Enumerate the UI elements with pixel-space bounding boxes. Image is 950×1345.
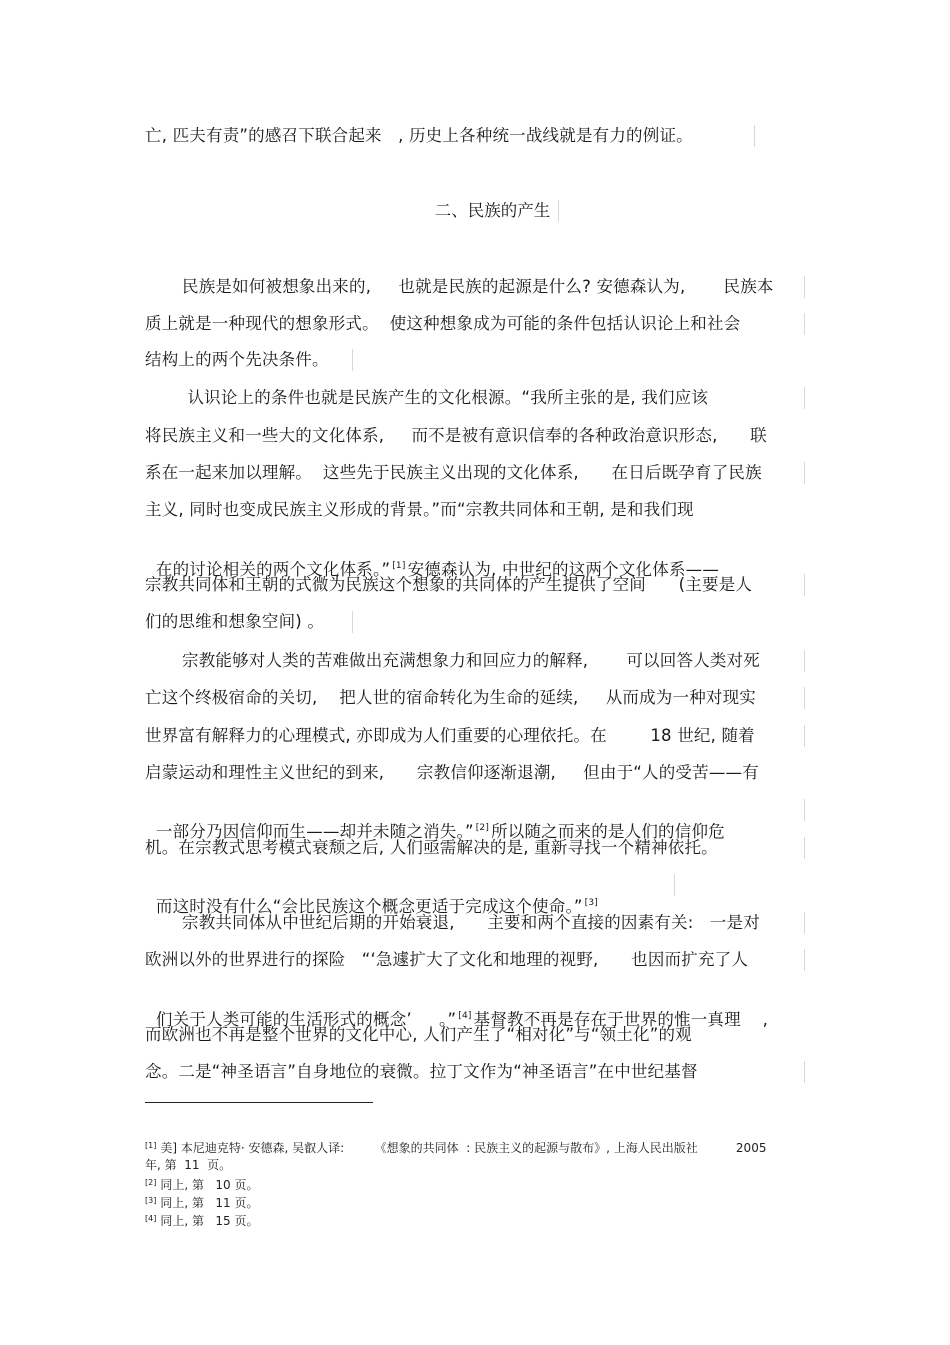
body-line: 结构上的两个先决条件。 xyxy=(145,350,329,369)
footnote-ref[interactable]: [3] xyxy=(584,898,598,908)
footnote-text: 同上, 第 15 页。 xyxy=(160,1214,259,1228)
text-box-edge xyxy=(804,313,805,335)
text-box-edge xyxy=(804,837,805,859)
body-line: 欧洲以外的世界进行的探险 “‘急遽扩大了文化和地理的视野, 也因而扩充了人 xyxy=(145,950,749,969)
body-line: 宗教共同体从中世纪后期的开始衰退, 主要和两个直接的因素有关: 一是对 xyxy=(182,913,760,932)
footnote xyxy=(145,1141,766,1156)
section-heading-text: 二、民族的产生 xyxy=(434,201,551,220)
body-line: 宗教共同体和王朝的式微为民族这个想象的共同体的产生提供了空间 (主要是人 xyxy=(145,575,753,594)
footnote-number: [4] xyxy=(145,1214,157,1223)
body-line: 而欧洲也不再是整个世界的文化中心, 人们产生了“相对化”与“领土化”的观 xyxy=(145,1025,692,1044)
body-line: 启蒙运动和理性主义世纪的到来, 宗教信仰逐渐退潮, 但由于“人的受苦——有 xyxy=(145,763,759,782)
footnote-number: [3] xyxy=(145,1196,157,1205)
footnote xyxy=(145,1196,259,1211)
body-text: 所以随之而来的是人们的信仰危 xyxy=(491,822,725,841)
text-box-edge xyxy=(804,387,805,409)
footnote-text: 美] 本尼迪克特· 安德森, 吴叡人译: 《想象的共同体 : 民族主义的起源与散布》, 上海人民出版社 2005 xyxy=(160,1141,767,1155)
body-line: 质上就是一种现代的想象形式。 使这种想象成为可能的条件包括认识论上和社会 xyxy=(145,314,741,333)
footnote xyxy=(145,1214,259,1229)
body-line: 民族是如何被想象出来的, 也就是民族的起源是什么? 安德森认为, 民族本 xyxy=(182,277,774,296)
body-line: 宗教能够对人类的苦难做出充满想象力和回应力的解释, 可以回答人类对死 xyxy=(182,651,760,670)
footnote-text: 同上, 第 11 页。 xyxy=(160,1196,259,1210)
body-line: 主义, 同时也变成民族主义形成的背景。”而“宗教共同体和王朝, 是和我们现 xyxy=(145,500,694,519)
text-box-edge xyxy=(804,1061,805,1083)
body-text: 而这时没有什么“会比民族这个概念更适于完成这个使命。” xyxy=(155,897,583,916)
text-box-edge xyxy=(558,200,559,222)
body-text: 基督教不再是存在于世界的惟一真理 , xyxy=(473,1010,769,1029)
text-box-edge xyxy=(804,912,805,934)
text-box-edge xyxy=(352,611,353,633)
footnote-ref[interactable]: [1] xyxy=(392,561,406,571)
footnote-text: 年, 第 11 页。 xyxy=(145,1158,232,1172)
text-box-edge xyxy=(674,874,675,896)
text-box-edge xyxy=(804,949,805,971)
body-line: 系在一起来加以理解。 这些先于民族主义出现的文化体系, 在日后既孕育了民族 xyxy=(145,463,762,482)
body-line: 亡这个终极宿命的关切, 把人世的宿命转化为生命的延续, 从而成为一种对现实 xyxy=(145,688,756,707)
footnote-number: [1] xyxy=(145,1141,157,1150)
footnote-ref[interactable]: [4] xyxy=(458,1011,472,1021)
body-line: 亡, 匹夫有责”的感召下联合起来 , 历史上各种统一战线就是有力的例证。 xyxy=(145,126,693,145)
body-line: 认识论上的条件也就是民族产生的文化根源。“我所主张的是, 我们应该 xyxy=(182,388,709,407)
section-heading xyxy=(0,200,950,222)
body-text: 一部分乃因信仰而生——却并未随之消失。” xyxy=(155,822,474,841)
text-box-edge xyxy=(804,650,805,672)
text-box-edge xyxy=(804,276,805,298)
footnote xyxy=(145,1158,231,1173)
body-line: 念。二是“神圣语言”自身地位的衰微。拉丁文作为“神圣语言”在中世纪基督 xyxy=(145,1062,698,1081)
text-box-edge xyxy=(804,462,805,484)
footnote-separator xyxy=(145,1102,373,1103)
body-line: 机。在宗教式思考模式衰颓之后, 人们亟需解决的是, 重新寻找一个精神依托。 xyxy=(145,838,718,857)
text-box-edge xyxy=(804,799,805,821)
body-line: 世界富有解释力的心理模式, 亦即成为人们重要的心理依托。在 18 世纪, 随着 xyxy=(145,726,755,745)
body-text: 在的讨论相关的两个文化体系。” xyxy=(155,560,391,579)
footnote xyxy=(145,1178,259,1193)
footnote-ref[interactable]: [2] xyxy=(475,823,490,833)
text-box-edge xyxy=(804,687,805,709)
body-text: 安德森认为, 中世纪的这两个文化体系—— xyxy=(407,560,720,579)
footnote-number: [2] xyxy=(145,1178,157,1187)
footnote-text: 同上, 第 10 页。 xyxy=(160,1178,259,1192)
body-line: 将民族主义和一些大的文化体系, 而不是被有意识信奉的各种政治意识形态, 联 xyxy=(145,426,767,445)
body-line: 们的思维和想象空间) 。 xyxy=(145,612,325,631)
text-box-edge xyxy=(804,574,805,596)
text-box-edge xyxy=(352,349,353,371)
text-box-edge xyxy=(754,125,755,147)
body-text: 们关于人类可能的生活形式的概念’ 。” xyxy=(155,1010,457,1029)
text-box-edge xyxy=(804,725,805,747)
